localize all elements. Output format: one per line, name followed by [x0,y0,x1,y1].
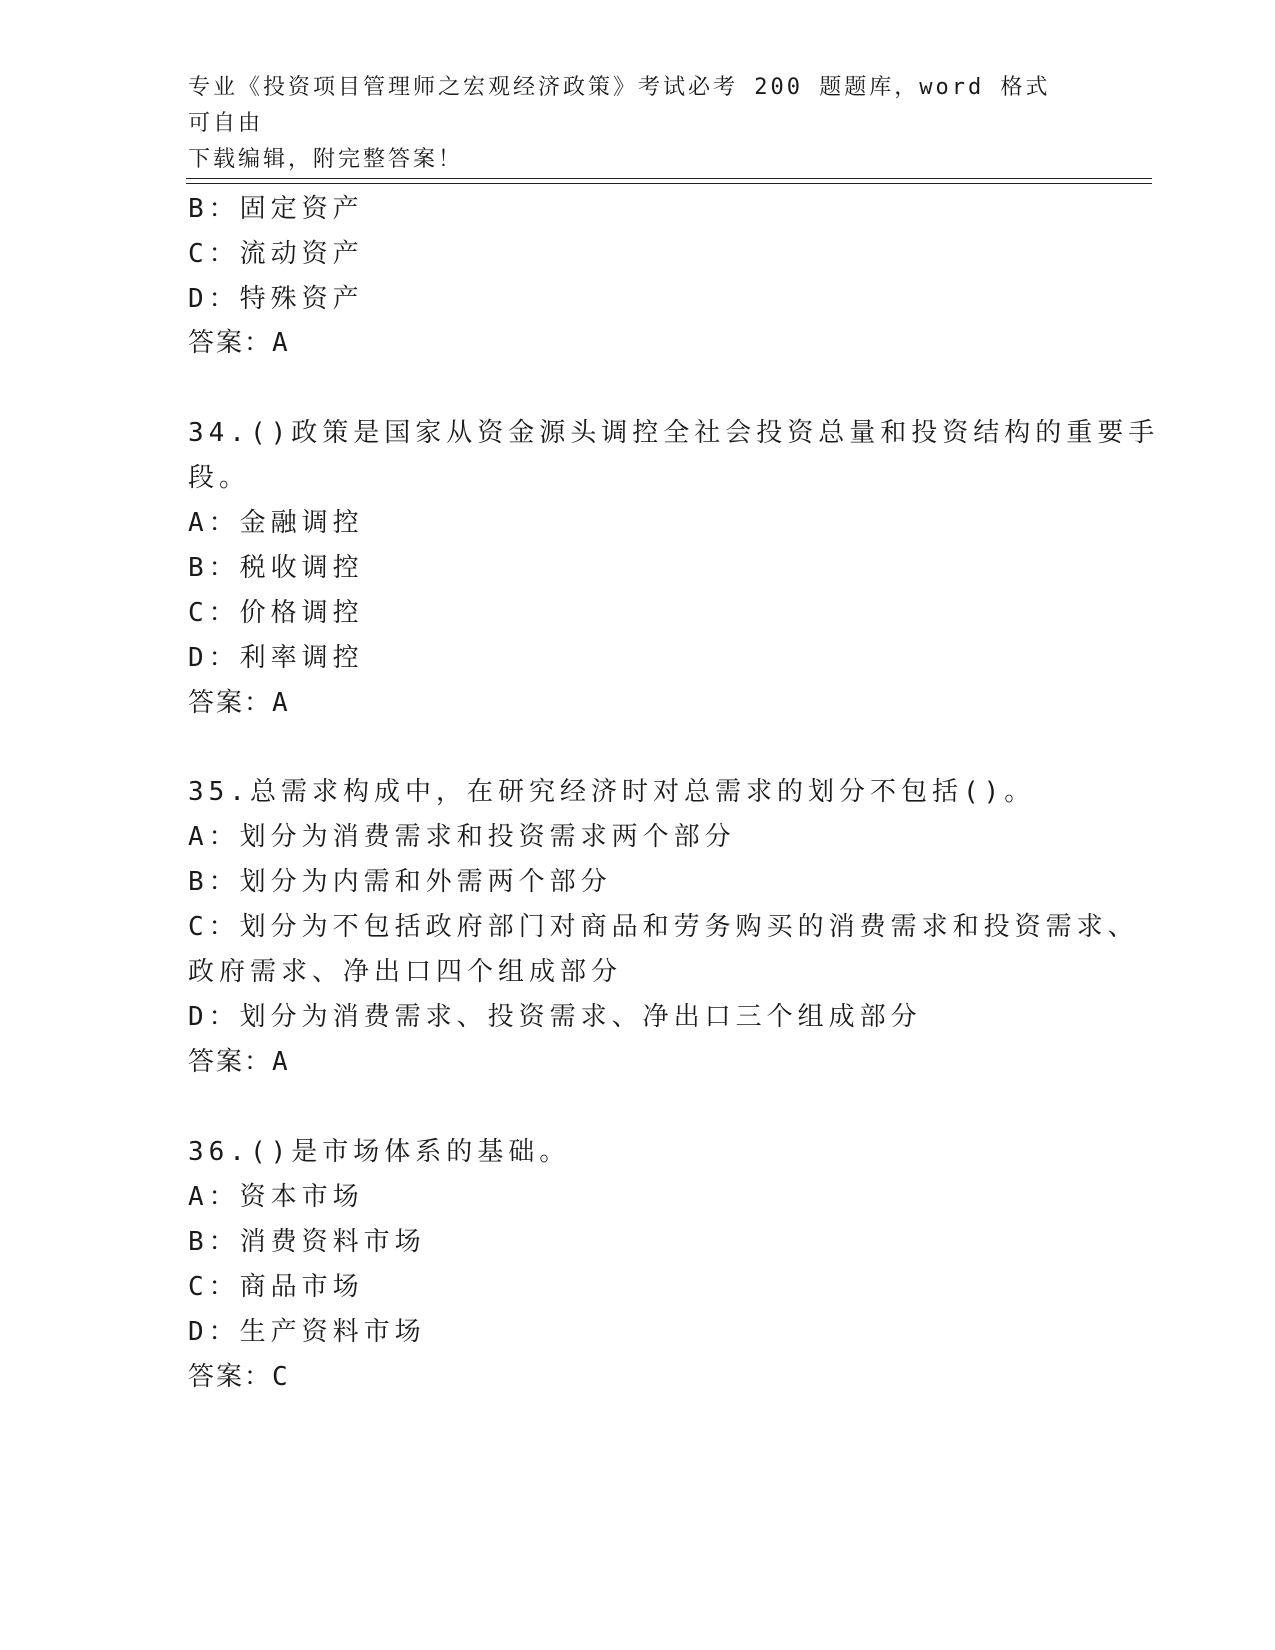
q36-option-d: D：生产资料市场 [188,1317,426,1347]
q35-option-c-line-2: 政府需求、净出口四个组成部分 [188,957,623,987]
q34-option-b: B：税收调控 [188,553,364,583]
q34-option-d: D：利率调控 [188,643,364,673]
q36-question: 36.()是市场体系的基础。 [188,1137,571,1167]
q35-option-a: A：划分为消费需求和投资需求两个部分 [188,822,736,852]
q33-answer: 答案：A [188,328,290,358]
header-line-1: 专业《投资项目管理师之宏观经济政策》考试必考 200 题题库，word 格式可自由 [188,75,1051,136]
header-divider-top [186,178,1152,179]
q33-option-b: B：固定资产 [188,194,364,224]
q36-answer: 答案：C [188,1362,290,1392]
q35-option-b: B：划分为内需和外需两个部分 [188,867,612,897]
q36-option-b: B：消费资料市场 [188,1227,426,1257]
q34-question-line-2: 段。 [188,463,251,493]
q33-option-c: C：流动资产 [188,239,364,269]
q35-option-c-line-1: C：划分为不包括政府部门对商品和劳务购买的消费需求和投资需求、 [188,912,1139,942]
q33-option-d: D：特殊资产 [188,284,364,314]
q36-option-c: C：商品市场 [188,1272,364,1302]
q34-option-a: A：金融调控 [188,508,364,538]
q35-answer: 答案：A [188,1047,290,1077]
q34-option-c: C：价格调控 [188,598,364,628]
header-divider-bottom [186,183,1152,184]
q35-option-d: D：划分为消费需求、投资需求、净出口三个组成部分 [188,1002,922,1032]
q35-question: 35.总需求构成中，在研究经济时对总需求的划分不包括()。 [188,777,1036,807]
header-line-2: 下载编辑，附完整答案！ [188,147,464,172]
document-header [188,70,1068,178]
q36-option-a: A：资本市场 [188,1182,364,1212]
q34-question-line-1: 34.()政策是国家从资金源头调控全社会投资总量和投资结构的重要手 [188,418,1160,448]
q34-answer: 答案：A [188,688,290,718]
